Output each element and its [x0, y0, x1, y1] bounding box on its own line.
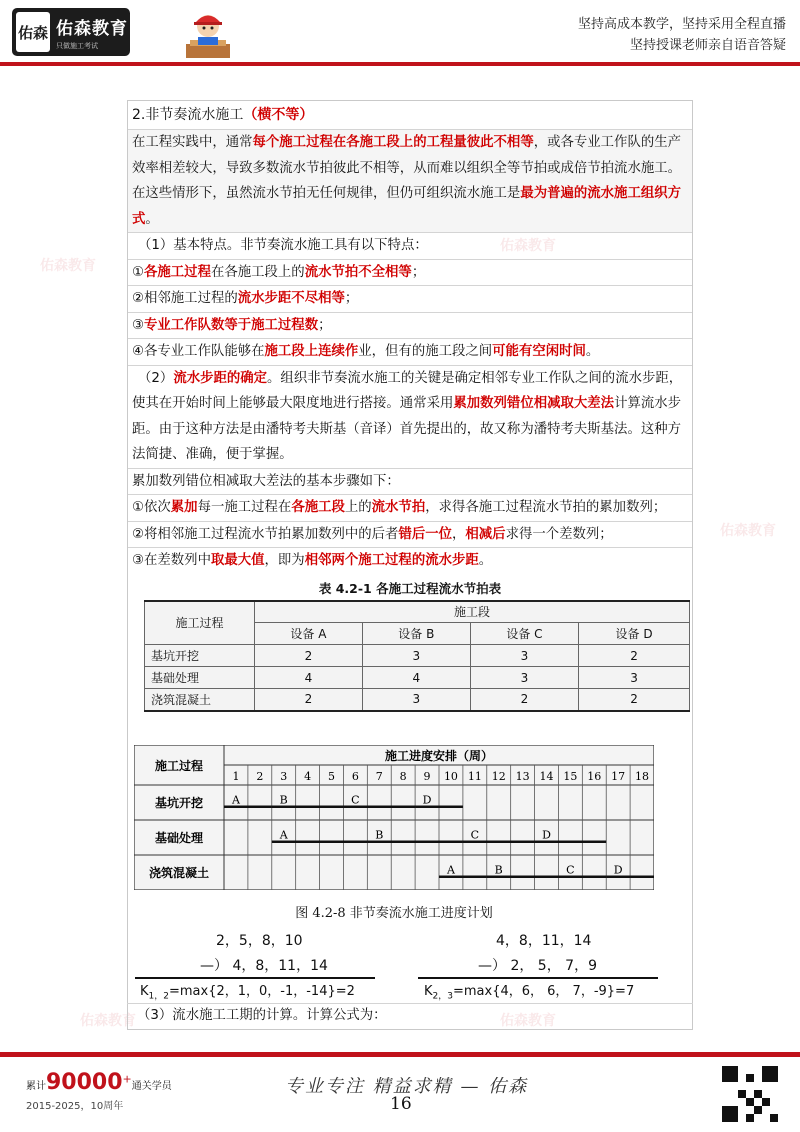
gantt-header-schedule: 施工进度安排（周）	[384, 749, 494, 763]
text: ③在差数列中	[132, 553, 211, 568]
gantt-bar-label: D	[422, 793, 432, 807]
text: ；	[318, 317, 332, 333]
text: ，	[452, 526, 466, 542]
brand-name: 佑森教育	[56, 18, 128, 39]
watermark: 佑森教育	[720, 523, 776, 539]
gantt-bar-label: C	[566, 863, 575, 877]
method-step-3	[128, 548, 692, 574]
calc-right-result	[424, 980, 634, 1002]
text: 累计	[26, 1081, 46, 1092]
gantt-row-label: 基坑开挖	[154, 796, 204, 810]
gantt-bar-label: A	[446, 863, 455, 877]
text: 。组织非节奏流水施工的关键是确定相邻专业工作队之间的流水步距，使其在开始时间上能够最大限度地进行搭接。通常采用	[132, 370, 683, 411]
gantt-week-label: 17	[611, 770, 626, 783]
table-cell: 2	[470, 689, 578, 711]
gantt-row-label: 基础处理	[154, 831, 204, 845]
table-cell: 基础处理	[145, 667, 255, 689]
brand-logo	[12, 8, 130, 56]
table-cell: 3	[362, 689, 470, 711]
table-cell: 2	[579, 645, 690, 667]
gantt-bar-label: C	[470, 828, 480, 842]
header-divider	[0, 62, 800, 66]
highlight: 累加	[170, 500, 198, 515]
feature-1	[128, 260, 692, 287]
text: ；	[344, 291, 359, 306]
table-cell: 2	[579, 689, 690, 711]
gantt-bar-label: D	[542, 828, 551, 842]
highlight: 可能有空闲时间	[492, 344, 586, 359]
text: ②相邻施工过程的	[132, 291, 238, 306]
text: 1，2	[148, 991, 169, 1002]
gantt-caption: 图 4.2-8 非节奏流水施工进度计划	[295, 906, 493, 921]
feature-3	[128, 313, 692, 340]
gantt-week-label: 16	[587, 770, 602, 783]
gantt-week-label: 3	[280, 770, 288, 783]
watermark: 佑森教育	[80, 1013, 136, 1029]
gantt-bar-label: A	[279, 828, 288, 842]
text: 。	[585, 344, 600, 359]
gantt-week-label: 14	[539, 770, 554, 783]
gantt-week-label: 11	[467, 770, 482, 783]
slogan-line-2: 坚持授课老师亲自语音答疑	[629, 38, 786, 53]
highlight: 错后一位	[398, 526, 452, 542]
text: 每一施工过程在	[197, 500, 292, 515]
table-col-header: 设备 A	[255, 623, 363, 645]
highlight: 各施工段	[291, 500, 345, 515]
text: ③	[132, 317, 145, 333]
text: 。	[478, 553, 493, 568]
text: K	[140, 984, 149, 999]
text: =max{4，6， 6， 7，-9}=7	[452, 984, 635, 999]
section-title	[128, 101, 692, 130]
gantt-bar-label: B	[279, 793, 288, 807]
student-count: 90000	[46, 1070, 123, 1095]
gantt-bar-label: B	[494, 863, 503, 877]
highlight: 专业工作队数等于施工过程数	[144, 317, 319, 333]
highlight: 各施工过程	[144, 264, 211, 280]
footer-divider	[0, 1052, 800, 1057]
table-cell: 基坑开挖	[145, 645, 255, 667]
calc-left-result	[140, 980, 355, 1002]
duration-title: （3）流水施工工期的计算。计算公式为：	[127, 1003, 693, 1029]
table-col-header: 设备 C	[470, 623, 578, 645]
gantt-week-label: 13	[515, 770, 530, 783]
section-title-text: 2.非节奏流水施工	[132, 107, 244, 123]
footer-years: 2015-2025，10周年	[26, 1101, 124, 1112]
method-step-1	[128, 495, 692, 522]
table-row	[145, 645, 690, 667]
gantt-week-label: 9	[423, 770, 431, 783]
table-row	[145, 689, 690, 711]
footer-stats	[26, 1070, 172, 1112]
gantt-week-label: 12	[491, 770, 506, 783]
gantt-week-label: 4	[304, 770, 312, 783]
slogan	[578, 14, 786, 56]
page-number: 16	[390, 1094, 412, 1114]
text: +	[122, 1072, 132, 1086]
text: 。	[145, 211, 159, 227]
gantt-bar-label: A	[231, 793, 240, 807]
text: 上的	[344, 500, 372, 515]
table-col-header: 设备 B	[362, 623, 470, 645]
highlight: 相减后	[465, 526, 506, 542]
calc-left-rule	[135, 977, 375, 979]
highlight: 累加数列错位相减取大差法	[453, 396, 615, 411]
mascot-icon	[180, 6, 236, 62]
text: 求得一个差数列；	[505, 526, 613, 542]
beat-table	[144, 600, 690, 712]
table-cell: 2	[255, 689, 363, 711]
table-cell: 4	[362, 667, 470, 689]
feature-4	[128, 339, 692, 366]
gantt-week-label: 15	[563, 770, 578, 783]
watermark: 佑森教育	[500, 1013, 556, 1029]
gantt-week-label: 6	[351, 770, 359, 783]
highlight: 相邻两个施工过程的流水步距	[304, 553, 479, 568]
handwritten-motto: 专业专注 精益求精 — 佑森	[285, 1076, 529, 1097]
calc-right-line-2: —） 2， 5， 7，9	[478, 958, 597, 974]
gantt-week-label: 10	[443, 770, 458, 783]
gantt-week-label: 1	[232, 770, 240, 783]
text: ，或各专业工作队的生产效率相差较大，导致多数流水节拍彼此不相等，从而难以组织全等节拍或成倍节拍流水施工。在这些情形下，虽然流水节拍无任何规律，但仍可组织流水施工是	[132, 135, 682, 201]
section-title-note: （横不等）	[243, 107, 314, 123]
text: 2，3	[432, 991, 453, 1002]
table-cell: 浇筑混凝土	[145, 689, 255, 711]
intro-paragraph	[128, 130, 692, 233]
text: =max{2，1，0，-1，-14}=2	[168, 984, 355, 999]
table-cell: 2	[255, 645, 363, 667]
table-cell: 4	[255, 667, 363, 689]
highlight: 流水节拍不全相等	[304, 264, 412, 280]
gantt-week-label: 18	[635, 770, 650, 783]
gantt-week-label: 8	[399, 770, 407, 783]
highlight: 施工段上连续作	[264, 344, 359, 359]
gantt-bar-label: C	[351, 793, 360, 807]
highlight: 流水节拍	[371, 500, 426, 515]
gantt-week-label: 2	[256, 770, 264, 783]
calc-left-line-2: —） 4，8，11，14	[200, 958, 328, 974]
gantt-week-label: 5	[328, 770, 335, 783]
text: 在各施工段上的	[210, 264, 305, 280]
watermark: 佑森教育	[500, 238, 556, 254]
table-cell: 3	[470, 645, 578, 667]
qr-code-icon	[722, 1066, 778, 1122]
highlight: 每个施工过程在各施工段上的工程量彼此不相等	[252, 135, 534, 150]
gantt-header-process: 施工过程	[154, 759, 204, 773]
watermark: 佑森教育	[40, 258, 96, 274]
table-row	[145, 667, 690, 689]
calc-left-line-1: 2，5，8，10	[216, 933, 303, 949]
text: ，求得各施工过程流水节拍的累加数列；	[425, 500, 667, 515]
text: 在工程实践中，通常	[132, 135, 253, 150]
text: ④各专业工作队能够在	[132, 344, 265, 359]
step-paragraph	[128, 366, 692, 469]
gantt-chart	[134, 745, 654, 890]
content-box	[127, 100, 693, 1030]
text: K	[424, 984, 433, 999]
method-step-2	[128, 522, 692, 549]
table-header-process: 施工过程	[145, 601, 255, 645]
slogan-line-1: 坚持高成本教学，坚持采用全程直播	[577, 17, 786, 32]
gantt-row-label: 浇筑混凝土	[148, 866, 210, 880]
gantt-bar-label: D	[613, 863, 623, 877]
text: ①	[132, 264, 145, 280]
table-cell: 3	[362, 645, 470, 667]
text: 通关学员	[131, 1081, 172, 1092]
highlight: 流水步距的确定	[173, 370, 268, 386]
highlight: 流水步距不尽相等	[237, 291, 345, 306]
calc-right-line-1: 4，8，11，14	[496, 933, 592, 949]
table-cell: 3	[470, 667, 578, 689]
gantt-week-label: 7	[375, 770, 383, 783]
text: ，即为	[264, 553, 305, 568]
text: 业，但有的施工段之间	[358, 344, 493, 359]
feature-2	[128, 286, 692, 313]
text: ；	[411, 264, 426, 280]
table-col-header: 设备 D	[579, 623, 690, 645]
highlight: 最为普遍的流水施工组织方式	[132, 186, 682, 227]
brand-subtitle: 只做施工考试	[56, 41, 98, 50]
text: （2）	[138, 370, 174, 386]
features-title: （1）基本特点。非节奏流水施工具有以下特点：	[128, 233, 692, 260]
page-header	[0, 0, 800, 70]
highlight: 取最大值	[210, 553, 265, 568]
gantt-bar-label: B	[375, 828, 384, 842]
table-caption: 表 4.2-1 各施工过程流水节拍表	[318, 580, 502, 596]
text: 计算流水步距。由于这种方法是由潘特考夫斯基（音译）首先提出的，故又称为潘特考夫斯基法。这种方法简捷、准确，便于掌握。	[132, 396, 682, 462]
text: ①依次	[132, 500, 171, 515]
text: ②将相邻施工过程流水节拍累加数列中的后者	[132, 526, 399, 542]
logo-seal: 佑森	[16, 12, 50, 52]
calc-right-rule	[418, 977, 658, 979]
table-header-segment: 施工段	[255, 601, 690, 623]
method-title: 累加数列错位相减取大差法的基本步骤如下：	[128, 469, 692, 496]
table-cell: 3	[579, 667, 690, 689]
